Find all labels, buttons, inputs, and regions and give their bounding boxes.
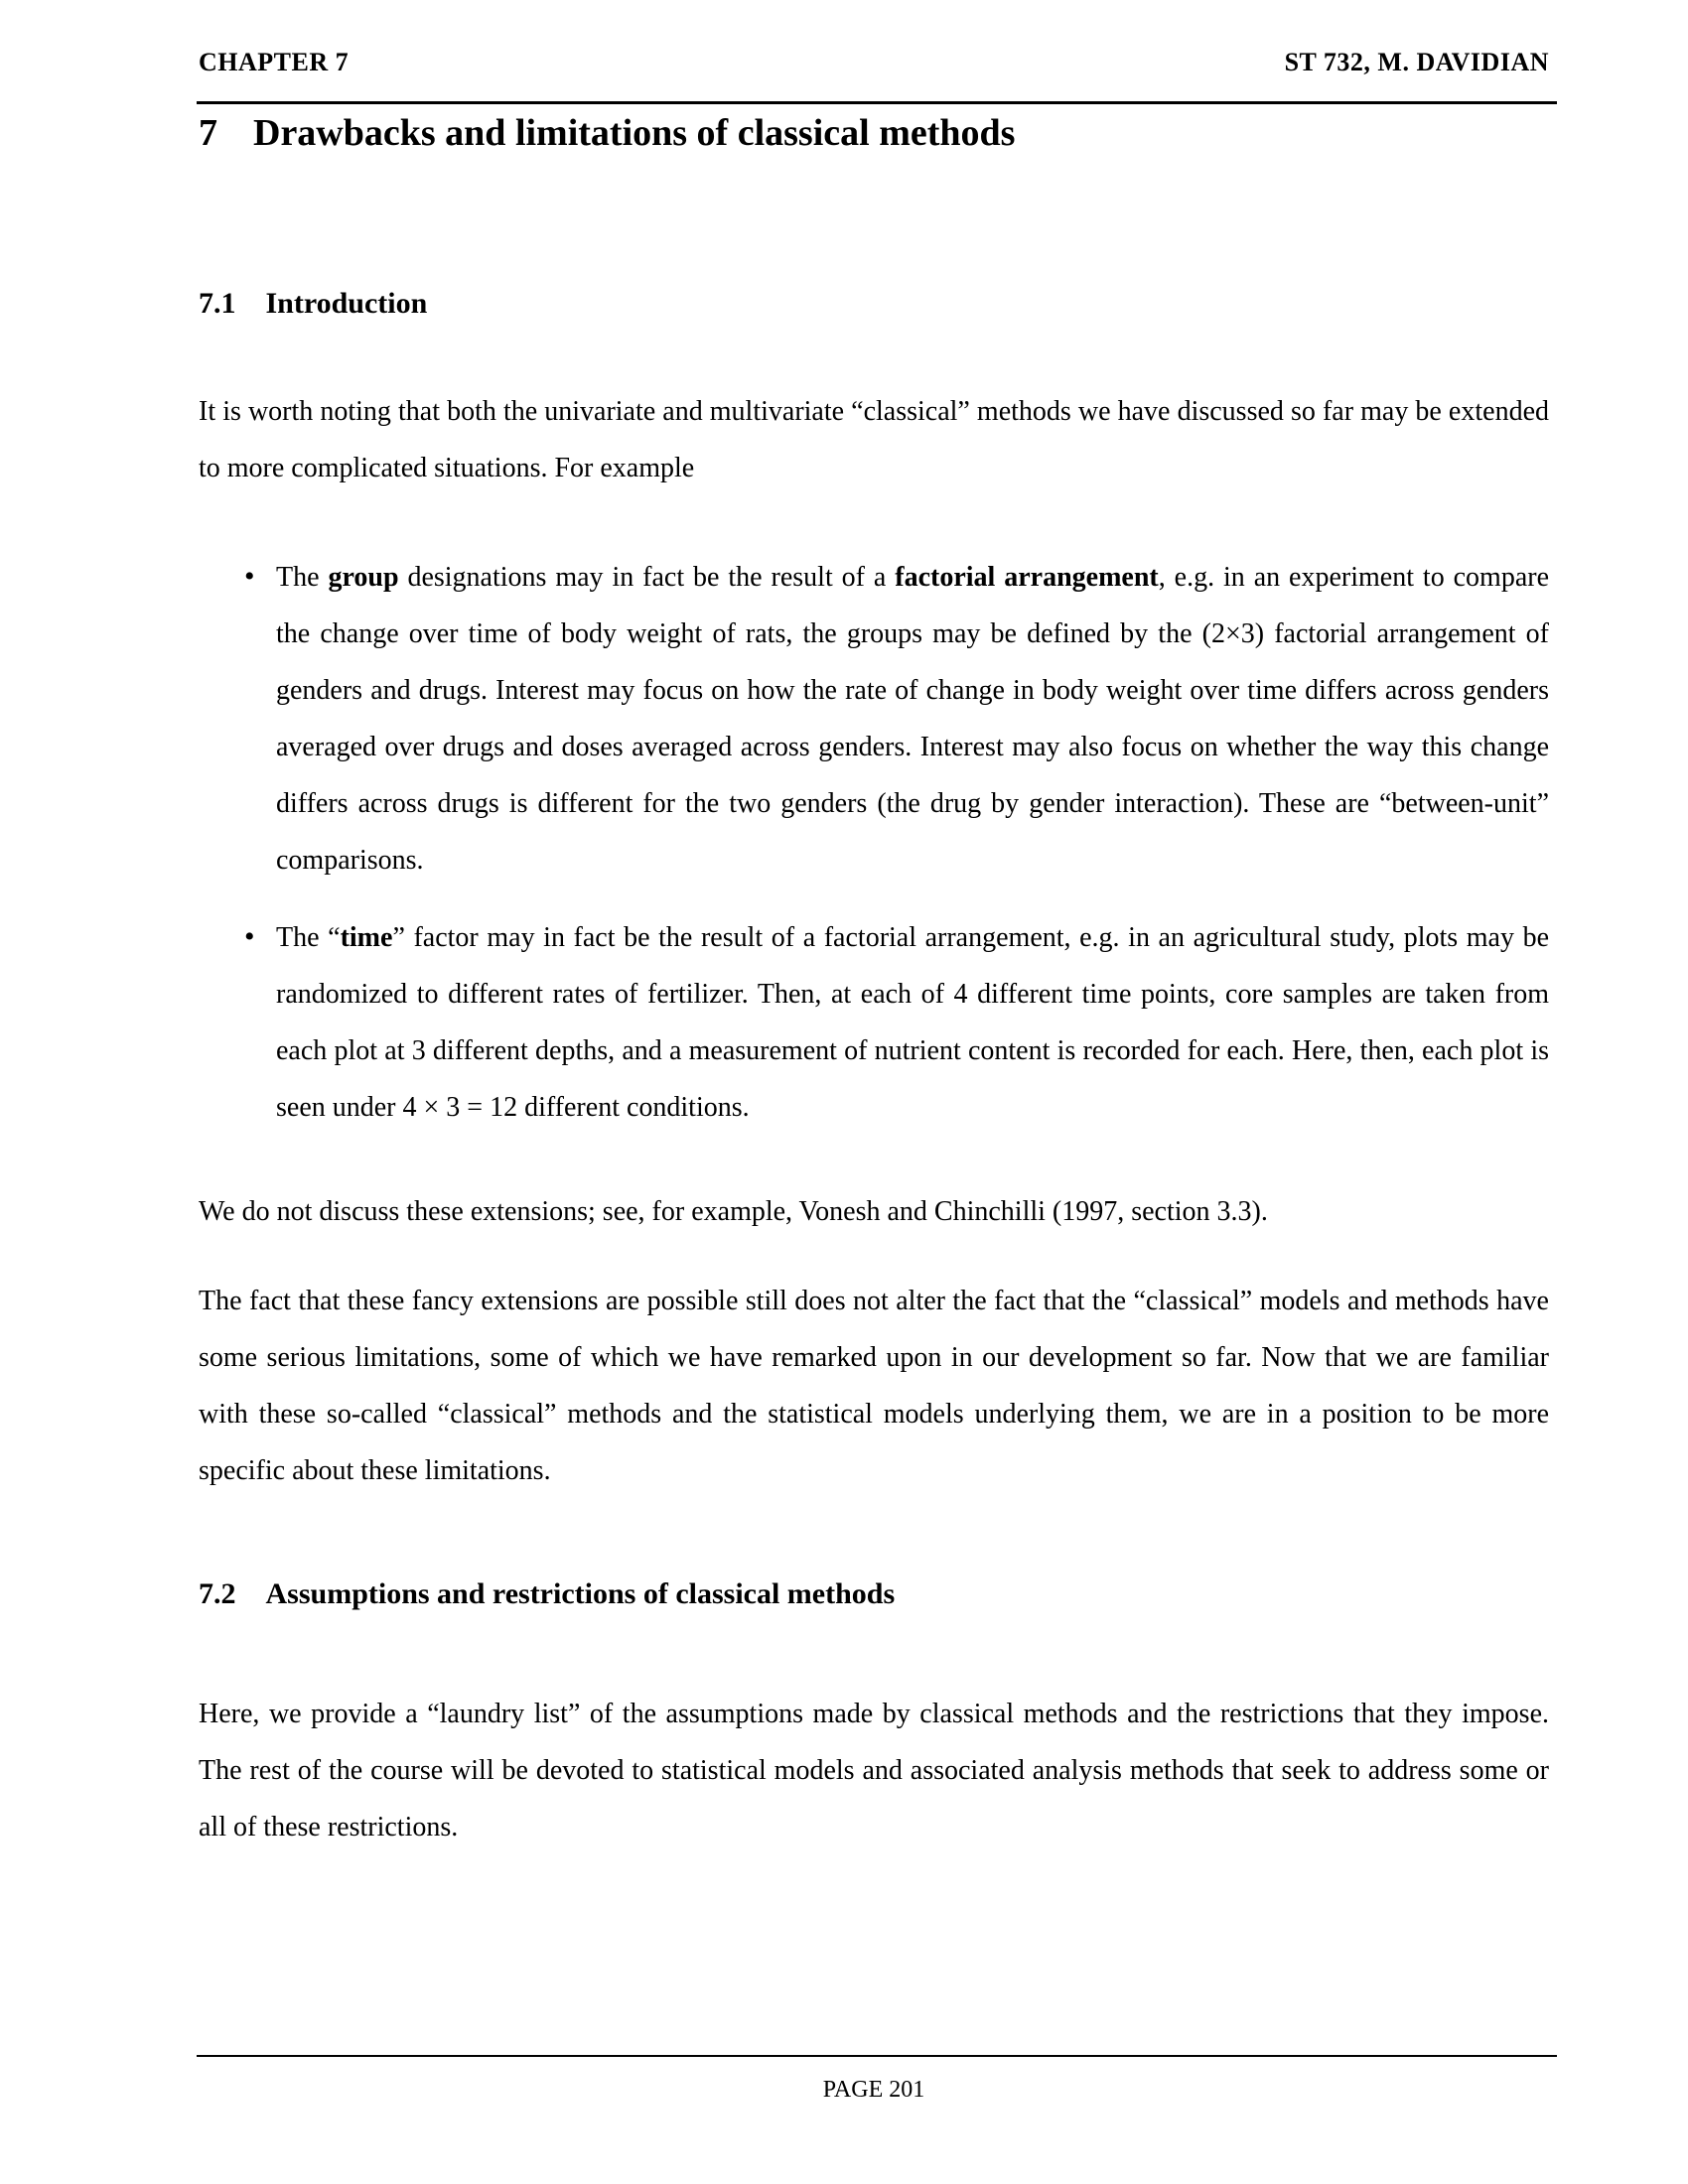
paragraph-laundry-list: Here, we provide a “laundry list” of the assumptions made by classical methods and the restrictions that they impose. The rest of the course will be devoted to statistical models and associated analysis methods that seek to address some or all of these restrictions. <box>199 1699 1549 1843</box>
list-item-text: The “time” factor may in fact be the result of a factorial arrangement, e.g. in an agricultural study, plots may be randomized to different rates of fertilizer. Then, at each of 4 different time points, core samples are taken from each plot at 3 different depths, and a measurement of nutrient content is recorded for each. Here, then, each plot is seen under 4 × 3 = 12 different conditions. <box>276 922 1549 1123</box>
chapter-heading <box>199 111 1015 157</box>
section-7-2-number: 7.2 <box>199 1577 236 1610</box>
running-header <box>199 48 1549 77</box>
section-7-2-title: Assumptions and restrictions of classical methods <box>265 1577 896 1610</box>
list-item <box>199 909 1549 1136</box>
paragraph-limitations: The fact that these fancy extensions are possible still does not alter the fact that the “classical” models and methods have some serious limitations, some of which we have remarked upon in our development so far. Now that we are familiar with these so-called “classical” methods and the statistical models underlying them, we are in a position to be more specific about these limitations. <box>199 1286 1549 1486</box>
chapter-heading-text: Drawbacks and limitations of classical methods <box>253 112 1016 154</box>
running-header-course: ST 732, M. DAVIDIAN <box>1284 48 1549 76</box>
running-header-chapter: CHAPTER 7 <box>199 48 350 76</box>
list-item-text: The group designations may in fact be the result of a factorial arrangement, e.g. in an experiment to compare the change over time of body weight of rats, the groups may be defined by the (2×3) factorial arrangement of genders and drugs. Interest may focus on how the rate of change in body weight over time differs across genders averaged over drugs and doses averaged across genders. Interest may also focus on whether the way this change differs across drugs is different for the two genders (the drug by gender interaction). These are “between-unit” comparisons. <box>276 562 1550 876</box>
chapter-number: 7 <box>199 112 217 154</box>
bullet-icon: • <box>244 560 255 593</box>
header-rule <box>197 101 1557 104</box>
section-heading-7-1 <box>199 286 427 322</box>
page-number: PAGE 201 <box>822 2077 925 2103</box>
paragraph-vonesh-reference: We do not discuss these extensions; see, for example, Vonesh and Chinchilli (1997, section 3.3). <box>199 1196 1268 1227</box>
section-heading-7-2 <box>199 1576 895 1612</box>
section-7-1-title: Introduction <box>265 287 428 320</box>
paragraph-intro: It is worth noting that both the univariate and multivariate “classical” methods we have discussed so far may be extended to more complicated situations. For example <box>199 396 1549 483</box>
list-item <box>199 549 1549 888</box>
bullet-list <box>199 549 1549 1136</box>
section-7-1-number: 7.1 <box>199 287 236 320</box>
footer-rule <box>197 2055 1557 2057</box>
bullet-icon: • <box>244 920 255 953</box>
